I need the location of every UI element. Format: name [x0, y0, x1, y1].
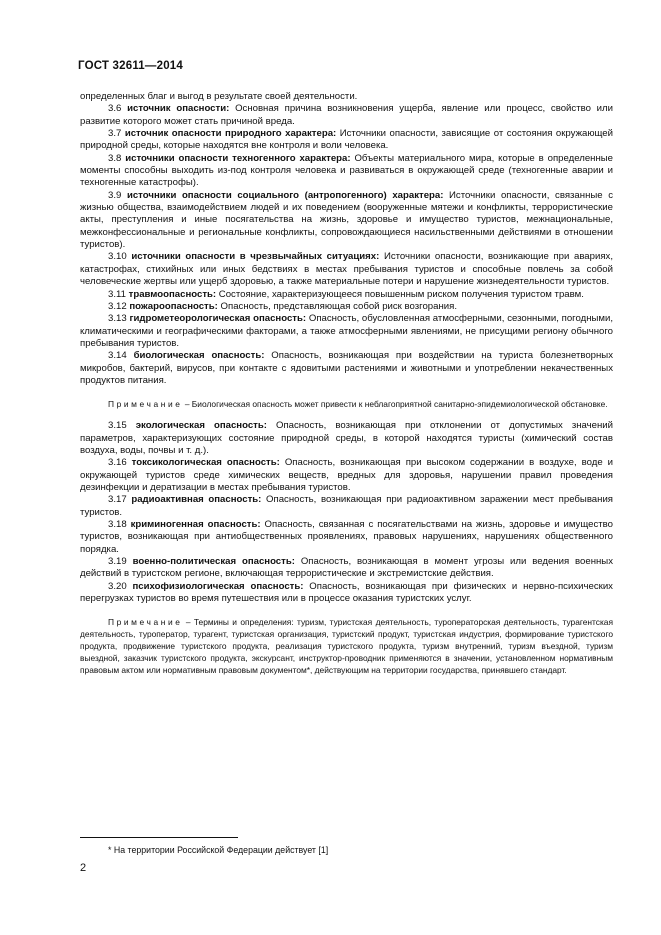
footnote-separator: [80, 837, 238, 838]
note-text: – Биологическая опасность может привести к неблагоприятной санитарно-эпидемиологической обстановке.: [184, 399, 608, 410]
note-1: [80, 398, 613, 410]
item-number: 3.11: [108, 288, 126, 300]
item-text: Источники опасности, зависящие от состояния окружающей природной среды, которые находятся вне контроля и воли человека.: [80, 128, 613, 152]
term-definition-item: [80, 153, 613, 190]
term-definition-item: [80, 457, 613, 494]
term-definition-item: [80, 301, 613, 313]
item-number: 3.17: [108, 494, 127, 506]
item-number: 3.13: [108, 313, 127, 325]
item-number: 3.19: [108, 556, 127, 568]
item-number: 3.10: [108, 251, 127, 263]
item-text: Основная причина возникновения ущерба, явление или процесс, свойство или развитие которого может стать причиной вреда.: [80, 103, 613, 127]
item-term: радиоактивная опасность:: [131, 494, 262, 506]
item-number: 3.14: [108, 350, 127, 362]
term-definition-item: [80, 190, 613, 252]
item-text: Объекты материального мира, которые в определенные моменты способны выходить из-под контроля человека и развиваться в окружающей среде (техногенные аварии и техногенные катастрофы).: [80, 152, 613, 189]
item-text: Опасность, возникающая при радиоактивном заражении мест пребывания туристов.: [80, 494, 613, 518]
note-text: – Термины и определения: туризм, туристская деятельность, туроператорская деятельность, турагентская деятельность, туроператор, турагент, туристская организация, туристский продукт, туристская индустрия, формирование туристского продукта, продвижение туристского продукта, реализация туристского продукта, туризм внутренний, туризм въездной, туризм выездной, заказчик туристского продукта, экскурсант, инструктор-проводник применяются в значении, установленном нормативным правовым актом или нормативным правовым документом*, действующим на территории государства, принявшего стандарт.: [80, 617, 613, 676]
document-body: [80, 91, 613, 676]
item-term: экологическая опасность:: [135, 420, 267, 432]
term-definition-item: [80, 519, 613, 556]
item-number: 3.15: [108, 420, 127, 432]
term-definition-item: [80, 420, 613, 457]
item-term: травмоопасность:: [128, 288, 217, 300]
item-number: 3.9: [108, 189, 122, 201]
item-text: Опасность, представляющая собой риск возгорания.: [220, 300, 457, 312]
term-definition-item: [80, 251, 613, 288]
document-id-header: ГОСТ 32611—2014: [78, 60, 183, 72]
item-term: источники опасности социального (антропогенного) характера:: [126, 189, 444, 201]
term-definition-item: [80, 313, 613, 350]
item-text: Опасность, возникающая при физических и нервно-психических перегрузках туристов во время путешествия или в процессе оказания туристских услуг.: [80, 580, 613, 605]
item-text: Источники опасности, связанные с жизнью общества, взаимодействием людей и их поведением (вооруженные мятежи и конфликты, террористические акты, преступления и иные посягательства на жизнь, здоровье и имущество туристов, межнациональные, межконфессиональные и региональные конфликты, сопровождающиеся насильственными действиями в отношении туристов).: [80, 189, 613, 251]
term-definition-item: [80, 289, 613, 301]
item-number: 3.6: [108, 103, 122, 115]
item-term: биологическая опасность:: [133, 350, 265, 362]
item-term: психофизиологическая опасность:: [132, 580, 304, 592]
term-definition-item: [80, 581, 613, 606]
item-text: Опасность, возникающая в момент угрозы или ведения военных действий в туристском регионе, включающая террористические и экстремистские действия.: [80, 556, 613, 580]
item-term: военно-политическая опасность:: [132, 556, 295, 568]
note-label: Примечание: [108, 399, 183, 410]
term-definition-item: [80, 103, 613, 128]
item-text: Опасность, возникающая при высоком содержании в воздухе, воде и окружающей туристов среде химических веществ, вредных для здоровья, нарушении правил проведения дезинфекции и дератизации в местах пребывания туристов.: [80, 457, 613, 493]
item-term: пожароопасность:: [129, 300, 218, 312]
continuation-text: определенных благ и выгод в результате своей деятельности.: [80, 91, 358, 102]
item-term: источники опасности техногенного характера:: [125, 152, 351, 164]
item-number: 3.20: [108, 580, 127, 592]
item-number: 3.7: [108, 128, 122, 140]
item-term: гидрометеорологическая опасность:: [129, 313, 307, 325]
note-label: Примечание: [108, 617, 183, 628]
term-definition-item: [80, 494, 613, 519]
term-definition-item: [80, 128, 613, 153]
note-2: [80, 616, 613, 676]
item-term: криминогенная опасность:: [130, 519, 261, 530]
term-definition-item: [80, 556, 613, 581]
item-text: Опасность, обусловленная атмосферными, сезонными, погодными, климатическими и географическими факторами, а также атмосферными явлениями, не присущими региону обычного пребывания туристов.: [80, 313, 614, 349]
item-text: Состояние, характеризующееся повышенным риском получения туристом травм.: [218, 288, 584, 300]
item-text: Источники опасности, возникающие при авариях, катастрофах, стихийных или иных бедствиях в местах пребывания туристов и способные повлечь за собой человеческие жертвы или ущерб здоровью, а также материальные потери и нарушение жизнедеятельности туристов.: [80, 251, 613, 288]
item-number: 3.8: [108, 152, 122, 164]
item-number: 3.16: [108, 457, 127, 469]
terms-list-2: [80, 420, 613, 605]
page-number: 2: [80, 862, 87, 874]
item-term: источник опасности природного характера:: [124, 128, 337, 140]
footnote: * На территории Российской Федерации действует [1]: [108, 845, 329, 855]
item-text: Опасность, связанная с посягательствами на жизнь, здоровье и имущество туристов, возникающая при антиобщественных проявлениях, правовых нарушениях, нарушениях общественного порядка.: [80, 519, 613, 555]
item-term: токсикологическая опасность:: [131, 457, 280, 469]
term-definition-item: [80, 350, 613, 387]
item-text: Опасность, возникающая при воздействии на туриста болезнетворных микробов, бактерий, вирусов, при контакте с ядовитыми растениями и животными и употреблении некачественных продуктов питания.: [80, 350, 614, 386]
item-term: источники опасности в чрезвычайных ситуациях:: [131, 251, 380, 263]
terms-list-1: [80, 103, 613, 387]
item-term: источник опасности:: [127, 103, 230, 115]
item-number: 3.12: [108, 300, 127, 312]
item-number: 3.18: [108, 519, 127, 530]
item-text: Опасность, возникающая при отклонении от допустимых значений параметров, характеризующих состояние природной среды, в которой находятся туристы (химический состав воздуха, воды, почвы и т. д.).: [80, 420, 613, 456]
